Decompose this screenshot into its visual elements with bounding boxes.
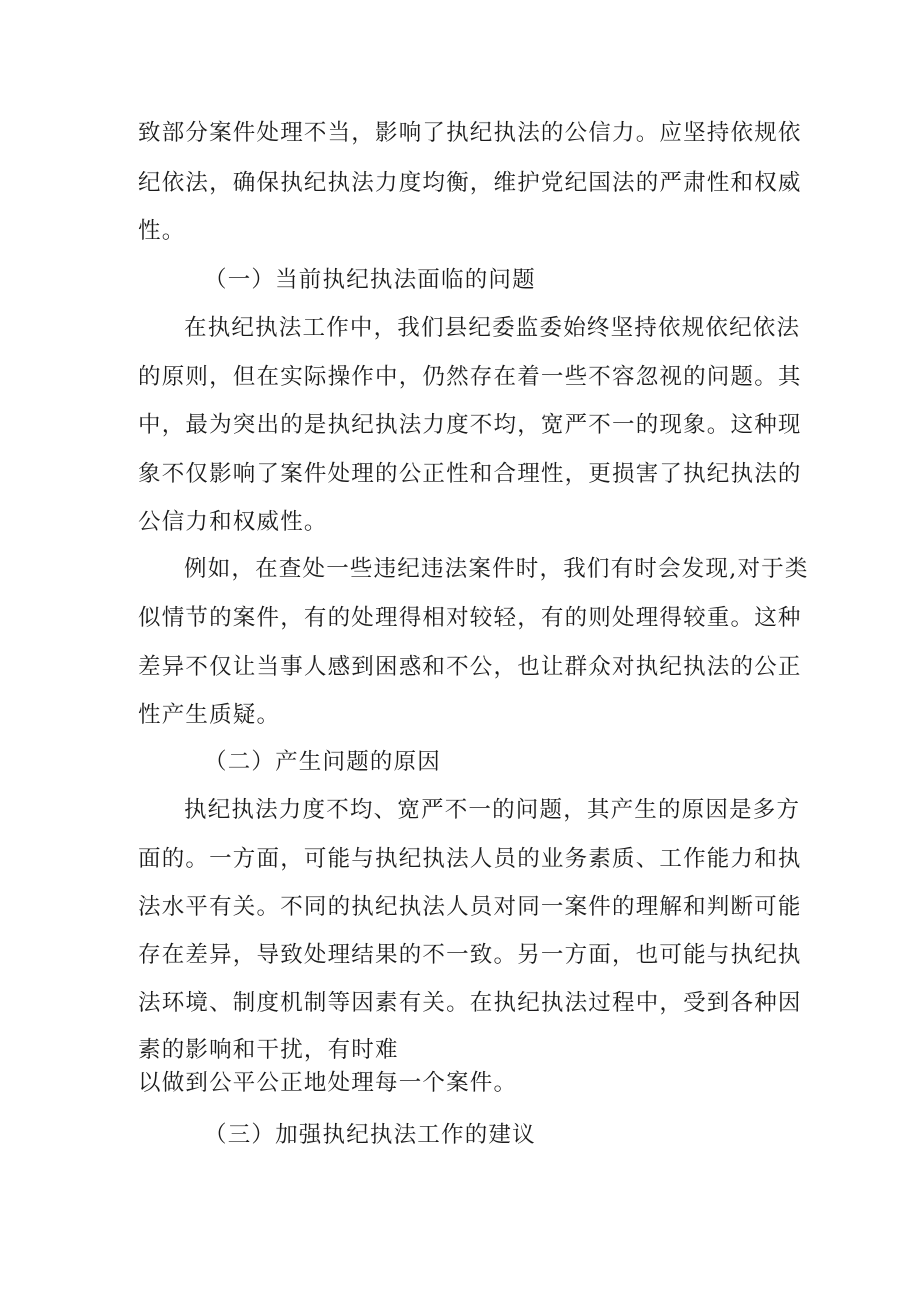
paragraph-line: 纪依法，确保执纪执法力度均衡，维护党纪国法的严肃性和权威 bbox=[138, 170, 802, 196]
paragraph-line: 存在差异，导致处理结果的不一致。另一方面，也可能与执纪执 bbox=[138, 942, 802, 968]
paragraph-line: 似情节的案件，有的处理得相对较轻，有的则处理得较重。这种 bbox=[138, 605, 802, 631]
paragraph-line: 在执纪执法工作中，我们县纪委监委始终坚持依规依纪依法 bbox=[184, 315, 801, 341]
paragraph-line: 法水平有关。不同的执纪执法人员对同一案件的理解和判断可能 bbox=[138, 894, 802, 920]
paragraph-line: 面的。一方面，可能与执纪执法人员的业务素质、工作能力和执 bbox=[138, 846, 802, 872]
section-heading: （二）产生问题的原因 bbox=[204, 749, 442, 775]
paragraph-line: 象不仅影响了案件处理的公正性和合理性，更损害了执纪执法的 bbox=[138, 461, 802, 487]
paragraph-line: 公信力和权威性。 bbox=[138, 509, 328, 535]
paragraph-line: 执纪执法力度不均、宽严不一的问题，其产生的原因是多方 bbox=[184, 797, 801, 823]
section-heading: （三）加强执纪执法工作的建议 bbox=[204, 1122, 536, 1148]
paragraph-line: 法环境、制度机制等因素有关。在执纪执法过程中，受到各种因 bbox=[138, 990, 802, 1016]
paragraph-line: 性。 bbox=[138, 218, 186, 244]
paragraph-line: 素的影响和干扰，有时难 bbox=[138, 1037, 399, 1063]
paragraph-line: 的原则，但在实际操作中，仍然存在着一些不容忽视的问题。其 bbox=[138, 364, 802, 390]
section-heading: （一）当前执纪执法面临的问题 bbox=[204, 267, 536, 293]
paragraph-line: 以做到公平公正地处理每一个案件。 bbox=[138, 1070, 518, 1096]
paragraph-line: 致部分案件处理不当，影响了执纪执法的公信力。应坚持依规依 bbox=[138, 120, 802, 146]
paragraph-line: 中，最为突出的是执纪执法力度不均，宽严不一的现象。这种现 bbox=[138, 412, 802, 438]
paragraph-line: 例如，在查处一些违纪违法案件时，我们有时会发现,对于类 bbox=[184, 556, 809, 582]
paragraph-line: 差异不仅让当事人感到困惑和不公，也让群众对执纪执法的公正 bbox=[138, 654, 802, 680]
paragraph-line: 性产生质疑。 bbox=[138, 702, 281, 728]
